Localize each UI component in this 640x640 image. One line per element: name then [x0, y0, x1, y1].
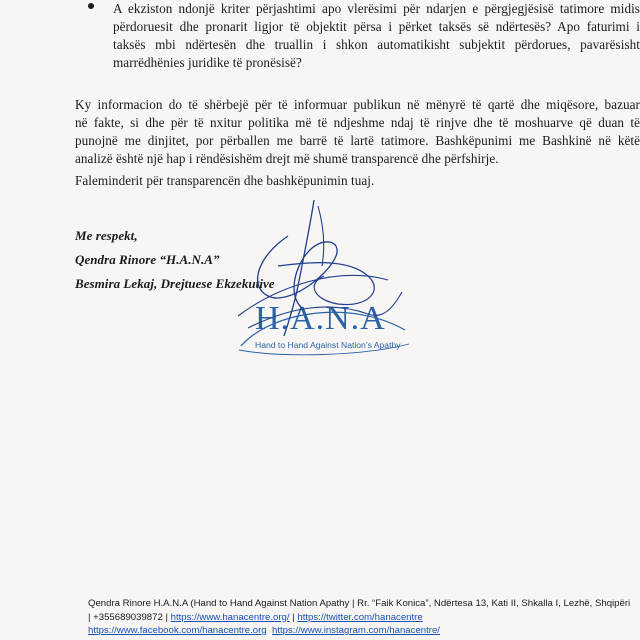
- question-bullet: [95, 0, 640, 72]
- signoff-signatory: Besmira Lekaj, Drejtuese Ekzekutive: [75, 276, 275, 291]
- signoff-organization: Qendra Rinore “H.A.N.A”: [75, 252, 220, 267]
- thanks-paragraph: [75, 172, 640, 190]
- handwritten-signature: [218, 196, 408, 346]
- paragraph-line: Ky informacion do të shërbejë për të informuar publikun në mënyrë të qartë dhe miqësore, bazuar: [75, 97, 640, 112]
- twitter-link[interactable]: https://twitter.com/hanacentre: [297, 611, 423, 623]
- logo-subtitle: Hand to Hand Against Nation’s Apathy: [255, 340, 401, 350]
- footer-phone: | +355689039872 |: [88, 611, 171, 623]
- footer-separator: |: [289, 611, 298, 623]
- facebook-link[interactable]: https://www.facebook.com/hanacentre.org: [88, 625, 267, 636]
- paragraph-line: punojnë me dinjitet, por përballen me barrë të lartë tatimore. Bashkëpunimi me Bashkinë në këtë: [75, 133, 640, 148]
- bullet-dot-icon: [88, 3, 94, 9]
- footer-contacts: [88, 611, 640, 625]
- paragraph-line: në fakte, si dhe për të nxitur politika më të ndjeshme ndaj të rinjve dhe të moshuarve që duan të: [75, 115, 640, 130]
- paragraph-line: analizë është një hap i rëndësishëm drejt më shumë transparencë dhe përfshirje.: [75, 151, 499, 166]
- footer-social: [88, 624, 640, 638]
- thanks-line: Faleminderit për transparencën dhe bashkëpunimin tuaj.: [75, 173, 375, 188]
- bullet-line: përdoruesit dhe pronarit ligjor të objektit përsa i përket taksës së ndërtesës? Apo faturimi i: [113, 19, 640, 34]
- bullet-line: A ekziston ndonjë kriter përjashtimi apo vlerësimi për ndarjen e përgjegjësisë tatimore midis: [113, 1, 640, 16]
- bullet-line: taksës mbi ndërtesën dhe truallin i shkon automatikisht subjektit përdorues, pavarësisht: [113, 37, 640, 52]
- instagram-link[interactable]: https://www.instagram.com/hanacentre/: [272, 625, 440, 636]
- footer-address: Qendra Rinore H.A.N.A (Hand to Hand Against Nation Apathy | Rr. “Faik Konica”, Ndërtesa 13, Kati II, Shkalla I, Lezhë, Shqipëri: [88, 598, 631, 609]
- signoff-greeting: Me respekt,: [75, 228, 138, 243]
- logo-title: H.A.N.A: [255, 300, 386, 337]
- website-link[interactable]: https://www.hanacentre.org/: [170, 611, 290, 623]
- info-paragraph: [75, 96, 640, 168]
- letter-footer: [88, 597, 640, 638]
- bullet-line: marrëdhënies juridike të pronësisë?: [113, 55, 302, 70]
